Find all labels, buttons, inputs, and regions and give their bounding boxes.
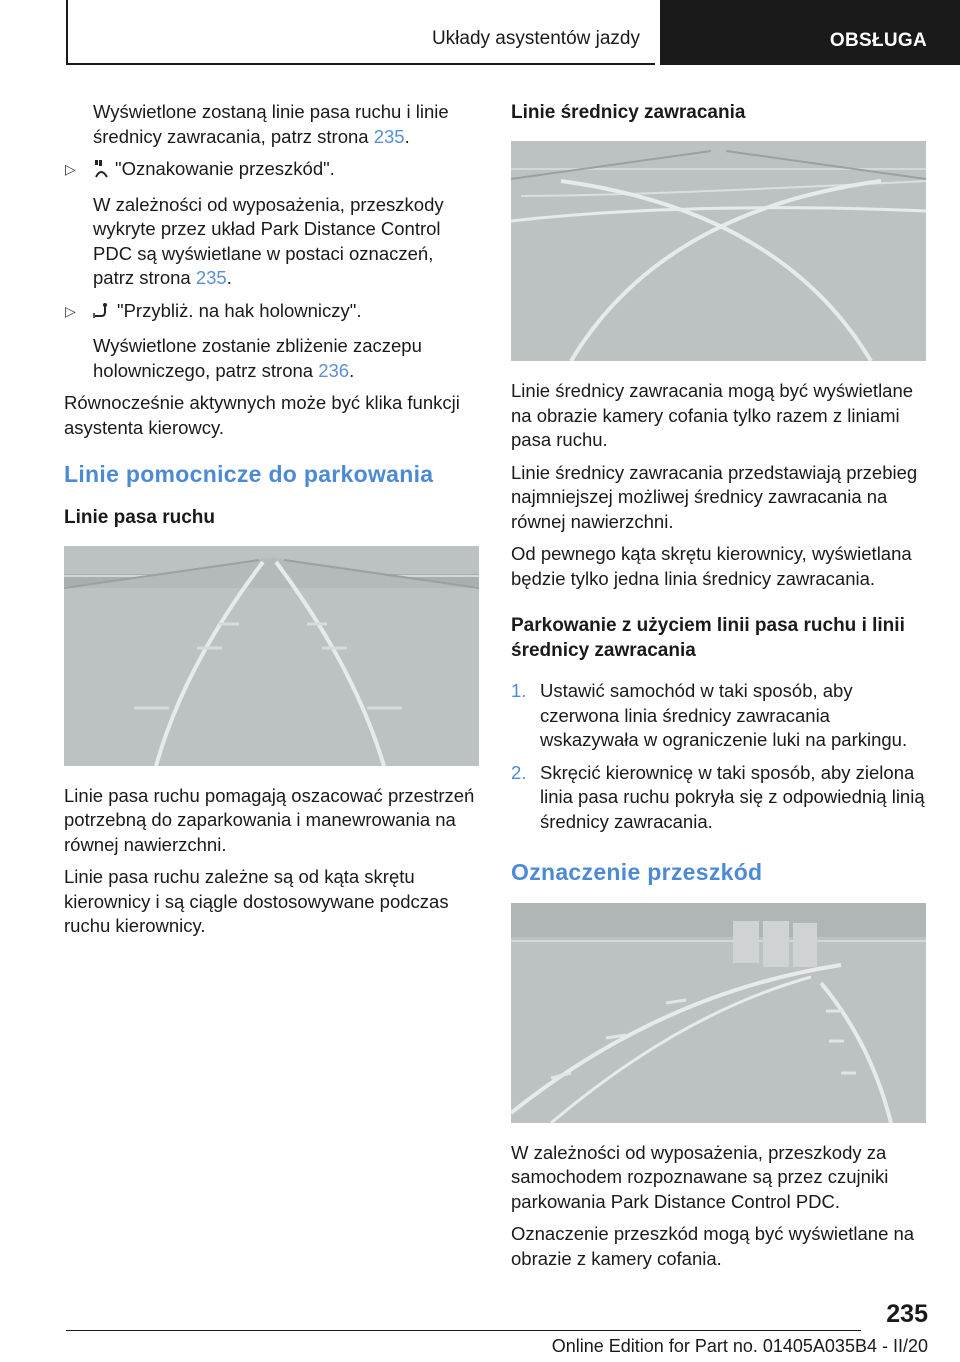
page-link[interactable]: 236 bbox=[318, 359, 350, 381]
triangle-bullet-icon: ▷ bbox=[65, 302, 76, 319]
paragraph: Wyświetlone zostanie zbliżenie zaczepu holowniczego, patrz strona 236. bbox=[93, 335, 422, 381]
paragraph: W zależności od wyposażenia, przeszkody za samochodem rozpoznawane są przez czujniki parkowania Park Distance Control PDC. bbox=[511, 1141, 889, 1212]
header-section-title: Układy asystentów jazdy bbox=[431, 28, 640, 49]
bullet-obstacle-marking: ▷ "Oznakowanie przeszkód". bbox=[64, 157, 479, 185]
paragraph: Równocześnie aktywnych może być klika funkcji asystenta kierowcy. bbox=[64, 392, 460, 438]
section-heading: Oznaczenie przeszkód bbox=[511, 859, 763, 885]
footer-edition-text: Online Edition for Part no. 01405A035B4 - II/20 bbox=[551, 1336, 928, 1356]
page-link[interactable]: 235 bbox=[373, 125, 405, 147]
section-heading: Linie pomocnicze do parkowania bbox=[64, 461, 434, 487]
subsection-heading: Linie pasa ruchu bbox=[64, 506, 215, 528]
page-link[interactable]: 235 bbox=[195, 267, 227, 288]
paragraph: Oznaczenie przeszkód mogą być wyświetlane na obrazie z kamery cofania. bbox=[511, 1223, 915, 1269]
left-column bbox=[64, 100, 479, 947]
obstacle-marking-illustration bbox=[511, 903, 926, 1123]
header-rule bbox=[66, 63, 655, 65]
subsection-heading: Linie średnicy zawracania bbox=[511, 102, 746, 123]
paragraph: Linie średnicy zawracania mogą być wyświetlane na obrazie kamery cofania tylko razem z liniami pasa ruchu. bbox=[511, 380, 914, 450]
step-number: 2. bbox=[511, 761, 527, 783]
step-number: 1. bbox=[511, 680, 527, 701]
step-item: 2. Skręcić kierownicę w taki sposób, aby zielona linia pasa ruchu pokryła się z odpowiednią linią średnicy zawracania. bbox=[511, 761, 925, 832]
bullet-tow-hitch-zoom: ▷ "Przybliż. na hak holowniczy". bbox=[64, 299, 479, 327]
paragraph: Linie pasa ruchu pomagają oszacować przestrzeń potrzebną do zaparkowania i manewrowania na równej nawierzchni. bbox=[64, 784, 475, 855]
pdc-obstacle-icon bbox=[93, 160, 109, 185]
paragraph: Linie pasa ruchu zależne są od kąta skrętu kierownicy i są ciągle dostosowywane podczas ruchu kierownicy. bbox=[64, 866, 449, 936]
paragraph: Linie średnicy zawracania przedstawiają przebieg najmniejszej możliwej średnicy zawracania na równej nawierzchni. bbox=[511, 461, 918, 532]
paragraph: Od pewnego kąta skrętu kierownicy, wyświetlana będzie tylko jedna linia średnicy zawracania. bbox=[511, 543, 912, 589]
lane-lines-illustration bbox=[64, 546, 479, 766]
page-number: 235 bbox=[886, 1300, 928, 1328]
paragraph: W zależności od wyposażenia, przeszkody wykryte przez układ Park Distance Control PDC są wyświetlane w postaci oznaczeń, patrz strona 235. bbox=[93, 193, 444, 288]
subsection-heading: Parkowanie z użyciem linii pasa ruchu i linii średnicy zawracania bbox=[511, 615, 905, 661]
step-item: 1. Ustawić samochód w taki sposób, aby czerwona linia średnicy zawracania wskazywała w ograniczenie luki na parkingu. bbox=[511, 680, 908, 750]
turning-radius-illustration bbox=[511, 141, 926, 361]
tow-hitch-icon bbox=[93, 302, 111, 327]
paragraph: Wyświetlone zostaną linie pasa ruchu i linie średnicy zawracania, patrz strona 235. bbox=[93, 101, 449, 147]
triangle-bullet-icon: ▷ bbox=[65, 161, 76, 177]
footer-rule bbox=[66, 1330, 861, 1331]
right-column bbox=[511, 100, 926, 1279]
header-left-rule bbox=[66, 0, 68, 65]
header-chapter-tab: OBSŁUGA bbox=[660, 0, 960, 65]
